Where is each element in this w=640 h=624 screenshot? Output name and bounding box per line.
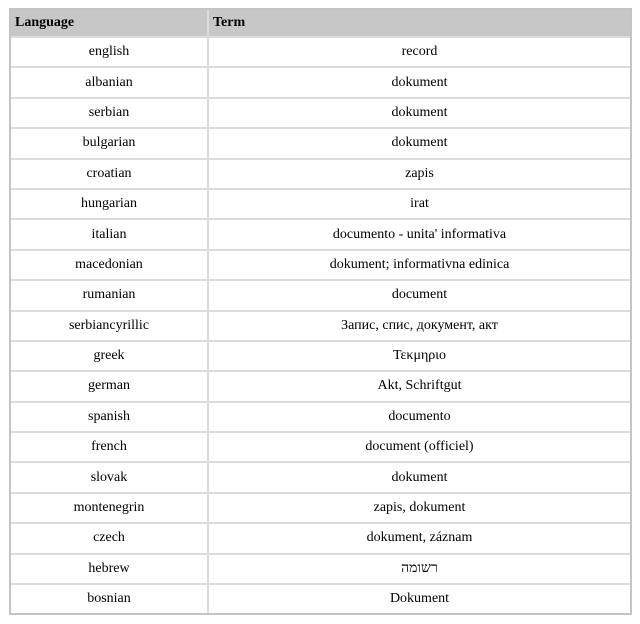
term-cell: irat [209,188,630,218]
table-body [11,36,630,613]
table-row [11,553,630,583]
language-cell: spanish [11,401,209,431]
table-row [11,66,630,96]
column-header-language: Language [11,10,209,36]
language-cell: bulgarian [11,127,209,157]
term-cell: רשומה [209,553,630,583]
language-cell: bosnian [11,583,209,613]
language-cell: hungarian [11,188,209,218]
terms-table [9,8,632,615]
term-cell: dokument [209,66,630,96]
language-cell: rumanian [11,279,209,309]
term-cell: document (officiel) [209,431,630,461]
table-row [11,310,630,340]
term-cell: documento - unita' informativa [209,218,630,248]
table-row [11,340,630,370]
term-cell: record [209,36,630,66]
table-row [11,127,630,157]
table-row [11,218,630,248]
term-cell: Akt, Schriftgut [209,370,630,400]
table-row [11,279,630,309]
language-cell: albanian [11,66,209,96]
table-row [11,370,630,400]
table-row [11,401,630,431]
language-cell: macedonian [11,249,209,279]
term-cell: Запис, спис, документ, акт [209,310,630,340]
term-cell: Τεκμηριο [209,340,630,370]
language-cell: slovak [11,461,209,491]
table-row [11,188,630,218]
term-cell: dokument; informativna edinica [209,249,630,279]
language-cell: greek [11,340,209,370]
term-cell: zapis, dokument [209,492,630,522]
term-cell: dokument [209,127,630,157]
table-row [11,36,630,66]
language-cell: french [11,431,209,461]
table-row [11,249,630,279]
language-cell: hebrew [11,553,209,583]
column-header-term: Term [209,10,630,36]
term-cell: dokument, záznam [209,522,630,552]
term-cell: documento [209,401,630,431]
table-row [11,492,630,522]
table-row [11,461,630,491]
header-row [11,10,630,36]
table-row [11,97,630,127]
language-cell: serbian [11,97,209,127]
table-row [11,158,630,188]
language-cell: german [11,370,209,400]
term-cell: document [209,279,630,309]
language-cell: italian [11,218,209,248]
table-row [11,522,630,552]
term-cell: zapis [209,158,630,188]
term-cell: dokument [209,97,630,127]
language-cell: serbiancyrillic [11,310,209,340]
language-cell: english [11,36,209,66]
term-cell: Dokument [209,583,630,613]
term-cell: dokument [209,461,630,491]
language-cell: montenegrin [11,492,209,522]
language-cell: croatian [11,158,209,188]
language-cell: czech [11,522,209,552]
table-row [11,431,630,461]
table-row [11,583,630,613]
